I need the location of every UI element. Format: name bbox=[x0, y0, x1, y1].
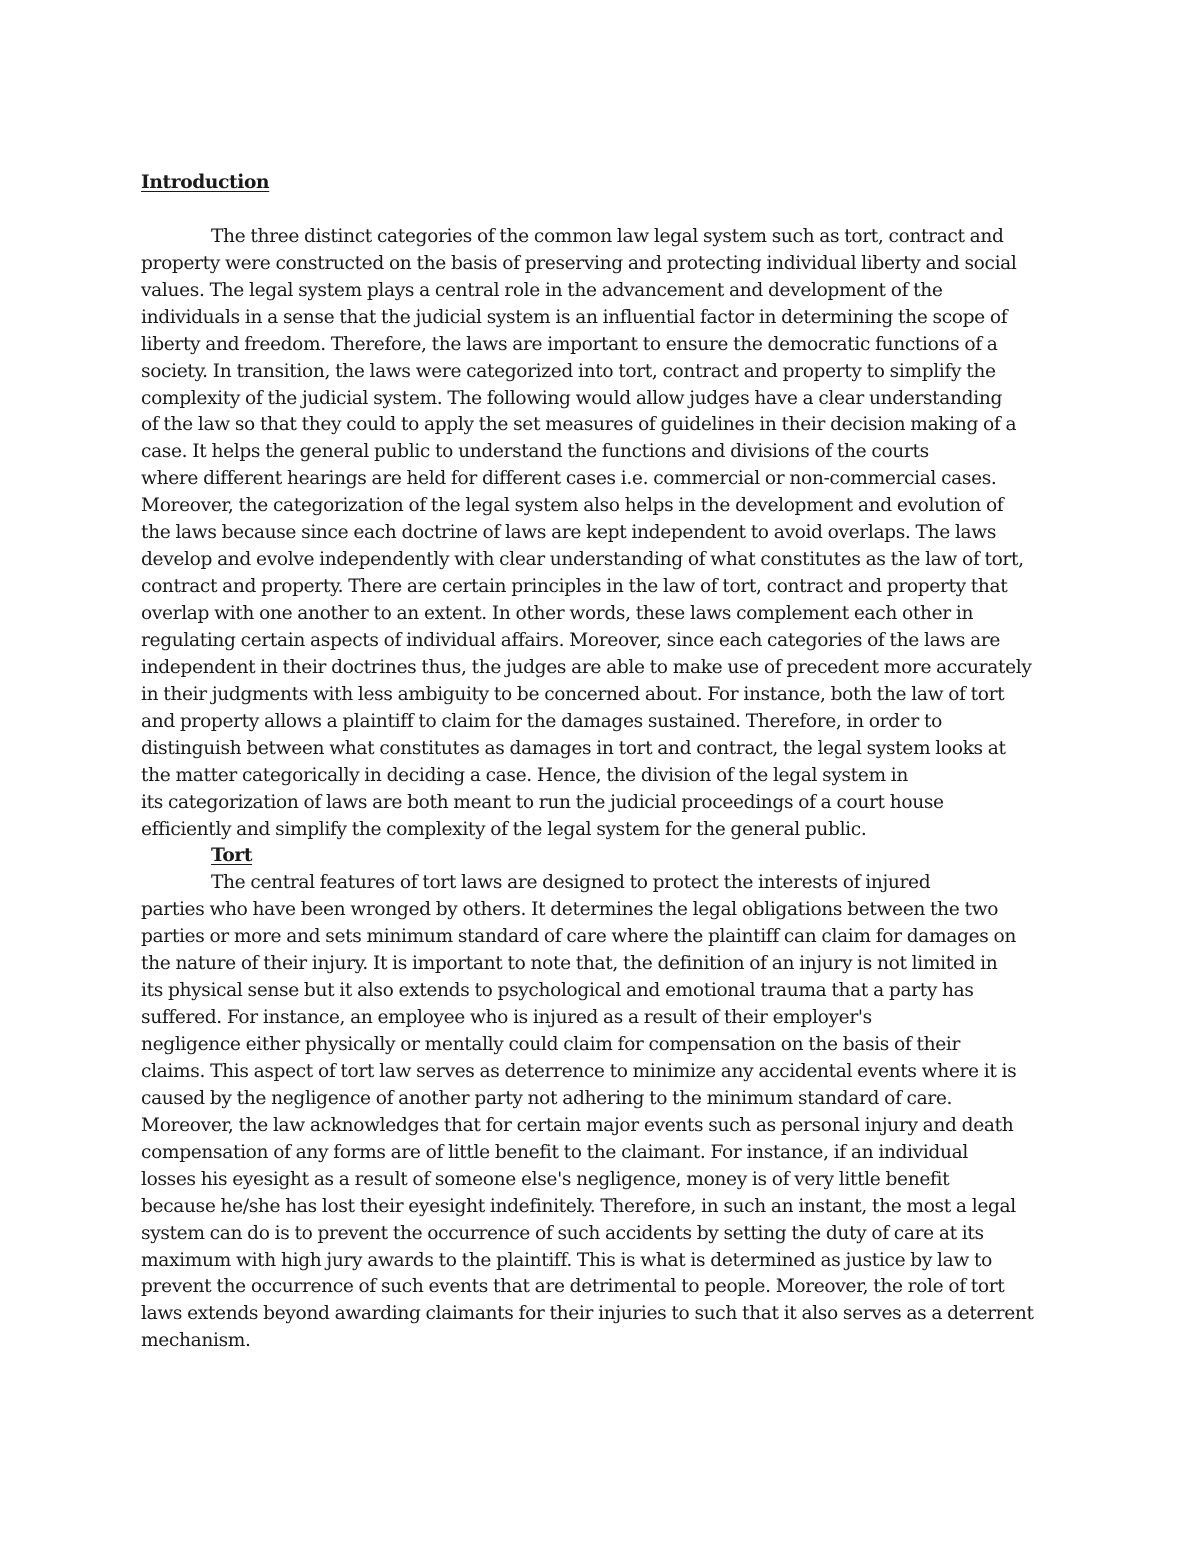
document-page bbox=[141, 170, 1066, 1355]
intro-line: develop and evolve independently with clear understanding of what constitutes as the law of tort, bbox=[141, 549, 1024, 571]
tort-line: system can do is to prevent the occurrence of such accidents by setting the duty of care at its bbox=[141, 1222, 984, 1244]
tort-line: laws extends beyond awarding claimants for their injuries to such that it also serves as a deterrent bbox=[141, 1303, 1034, 1325]
intro-line: property were constructed on the basis of preserving and protecting individual liberty and social bbox=[141, 252, 1017, 274]
intro-line: where different hearings are held for different cases i.e. commercial or non-commercial cases. bbox=[141, 468, 997, 490]
tort-line: because he/she has lost their eyesight indefinitely. Therefore, in such an instant, the most a legal bbox=[141, 1195, 1016, 1217]
tort-line: parties or more and sets minimum standard of care where the plaintiff can claim for damages on bbox=[141, 926, 1016, 948]
intro-line: regulating certain aspects of individual affairs. Moreover, since each categories of the laws are bbox=[141, 629, 1001, 651]
intro-paragraph bbox=[141, 224, 1066, 844]
intro-line: complexity of the judicial system. The following would allow judges have a clear understanding bbox=[141, 387, 1002, 409]
intro-line: of the law so that they could to apply the set measures of guidelines in their decision making of a bbox=[141, 414, 1017, 436]
intro-line: case. It helps the general public to understand the functions and divisions of the courts bbox=[141, 441, 929, 463]
intro-line: the matter categorically in deciding a case. Hence, the division of the legal system in bbox=[141, 764, 909, 786]
intro-line: and property allows a plaintiff to claim for the damages sustained. Therefore, in order to bbox=[141, 710, 942, 732]
intro-line: contract and property. There are certain principles in the law of tort, contract and property that bbox=[141, 576, 1008, 598]
tort-line: maximum with high jury awards to the plaintiff. This is what is determined as justice by law to bbox=[141, 1249, 992, 1271]
intro-line: in their judgments with less ambiguity to be concerned about. For instance, both the law of tort bbox=[141, 683, 1005, 705]
intro-line: efficiently and simplify the complexity of the legal system for the general public. bbox=[141, 818, 867, 840]
intro-line: liberty and freedom. Therefore, the laws are important to ensure the democratic functions of a bbox=[141, 333, 998, 355]
intro-line: overlap with one another to an extent. In other words, these laws complement each other in bbox=[141, 603, 974, 624]
intro-line: individuals in a sense that the judicial system is an influential factor in determining the scope of bbox=[141, 306, 1008, 328]
intro-heading: Introduction bbox=[141, 172, 270, 193]
intro-line: The three distinct categories of the common law legal system such as tort, contract and bbox=[211, 225, 1004, 247]
tort-line: mechanism. bbox=[141, 1330, 251, 1352]
tort-line: its physical sense but it also extends to psychological and emotional trauma that a party has bbox=[141, 980, 974, 1002]
intro-line: Moreover, the categorization of the legal system also helps in the development and evolution of bbox=[141, 495, 1004, 517]
tort-line: compensation of any forms are of little benefit to the claimant. For instance, if an individual bbox=[141, 1141, 968, 1163]
tort-line: losses his eyesight as a result of someone else's negligence, money is of very little benefit bbox=[141, 1168, 950, 1190]
intro-line: the laws because since each doctrine of laws are kept independent to avoid overlaps. The laws bbox=[141, 522, 997, 544]
tort-line: the nature of their injury. It is important to note that, the definition of an injury is not limited in bbox=[141, 953, 998, 975]
tort-line: Moreover, the law acknowledges that for certain major events such as personal injury and death bbox=[141, 1114, 1014, 1136]
intro-line: distinguish between what constitutes as damages in tort and contract, the legal system looks at bbox=[141, 737, 1006, 759]
tort-line: suffered. For instance, an employee who is injured as a result of their employer's bbox=[141, 1007, 872, 1029]
intro-line: its categorization of laws are both meant to run the judicial proceedings of a court house bbox=[141, 791, 944, 813]
intro-line: values. The legal system plays a central role in the advancement and development of the bbox=[141, 279, 943, 301]
tort-paragraph bbox=[141, 870, 1066, 1355]
tort-line: parties who have been wronged by others. It determines the legal obligations between the two bbox=[141, 899, 999, 921]
tort-line: caused by the negligence of another party not adhering to the minimum standard of care. bbox=[141, 1087, 953, 1109]
tort-line: negligence either physically or mentally could claim for compensation on the basis of their bbox=[141, 1034, 961, 1055]
tort-line: claims. This aspect of tort law serves as deterrence to minimize any accidental events where it is bbox=[141, 1060, 1017, 1082]
intro-line: society. In transition, the laws were categorized into tort, contract and property to simplify the bbox=[141, 360, 996, 382]
tort-heading: Tort bbox=[211, 845, 253, 867]
intro-line: independent in their doctrines thus, the judges are able to make use of precedent more accurately bbox=[141, 656, 1032, 678]
blank-line bbox=[141, 197, 1066, 224]
tort-line: prevent the occurrence of such events that are detrimental to people. Moreover, the role of tort bbox=[141, 1276, 1005, 1298]
tort-line: The central features of tort laws are designed to protect the interests of injured bbox=[211, 872, 931, 894]
